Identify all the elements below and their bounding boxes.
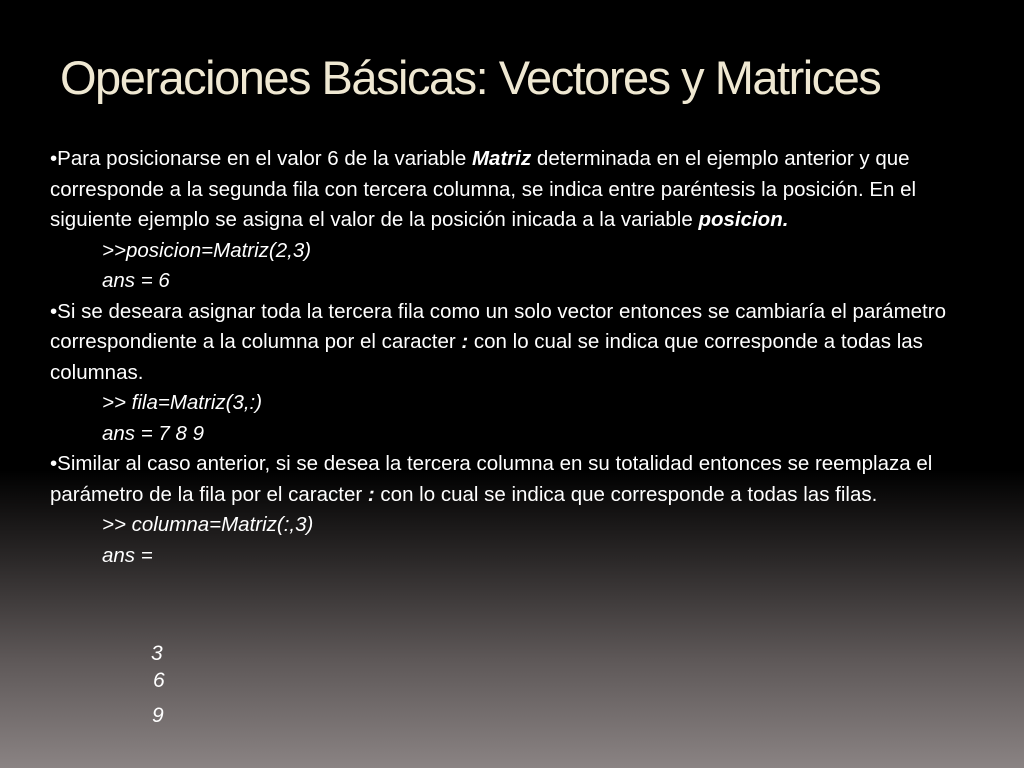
paragraph-1-text-cont: determinada en el ejemplo anterior y que corresponde a la segunda fila con tercera columna, se indica entre paréntesis la posición. En el siguiente ejemplo se asigna el valor de la posición inicada a la variable	[50, 147, 917, 231]
paragraph-1-text: •Para posicionarse en el valor 6 de la variable	[50, 147, 472, 170]
code-result-line: ans =	[102, 543, 153, 567]
paragraph-2	[50, 297, 980, 389]
code-result-line: ans = 6	[102, 269, 170, 292]
paragraph-1-emphasis-posicion: posicion.	[698, 208, 789, 231]
column-value-9: 9	[152, 704, 164, 727]
code-line: >>posicion=Matriz(2,3)	[102, 238, 312, 262]
paragraph-3-text: •Similar al caso anterior, si se desea la tercera columna en su totalidad entonces se reemplaza el parámetro de la fila por el caracter	[50, 452, 933, 506]
slide-title: Operaciones Básicas: Vectores y Matrices	[60, 51, 881, 104]
paragraph-2-text-cont: con lo cual se indica que corresponde a todas las columnas.	[50, 330, 923, 384]
paragraph-3-text-cont: con lo cual se indica que corresponde a todas las filas.	[374, 482, 878, 506]
code-line: >> columna=Matriz(:,3)	[102, 513, 314, 536]
column-value-6: 6	[153, 669, 165, 692]
paragraph-1-emphasis-matriz: Matriz	[471, 147, 532, 170]
slide-body	[50, 144, 980, 571]
column-value-3: 3	[151, 642, 163, 665]
code-result-line: ans = 7 8 9	[102, 421, 205, 445]
paragraph-1	[50, 144, 980, 236]
paragraph-3-emphasis-colon: :	[367, 482, 375, 506]
code-line: >> fila=Matriz(3,:)	[102, 391, 263, 414]
paragraph-2-emphasis-colon: :	[461, 330, 469, 353]
paragraph-2-text: •Si se deseara asignar toda la tercera fila como un solo vector entonces se cambiaría el parámetro correspondiente a la columna por el caracter	[50, 299, 946, 353]
paragraph-3	[50, 449, 980, 510]
